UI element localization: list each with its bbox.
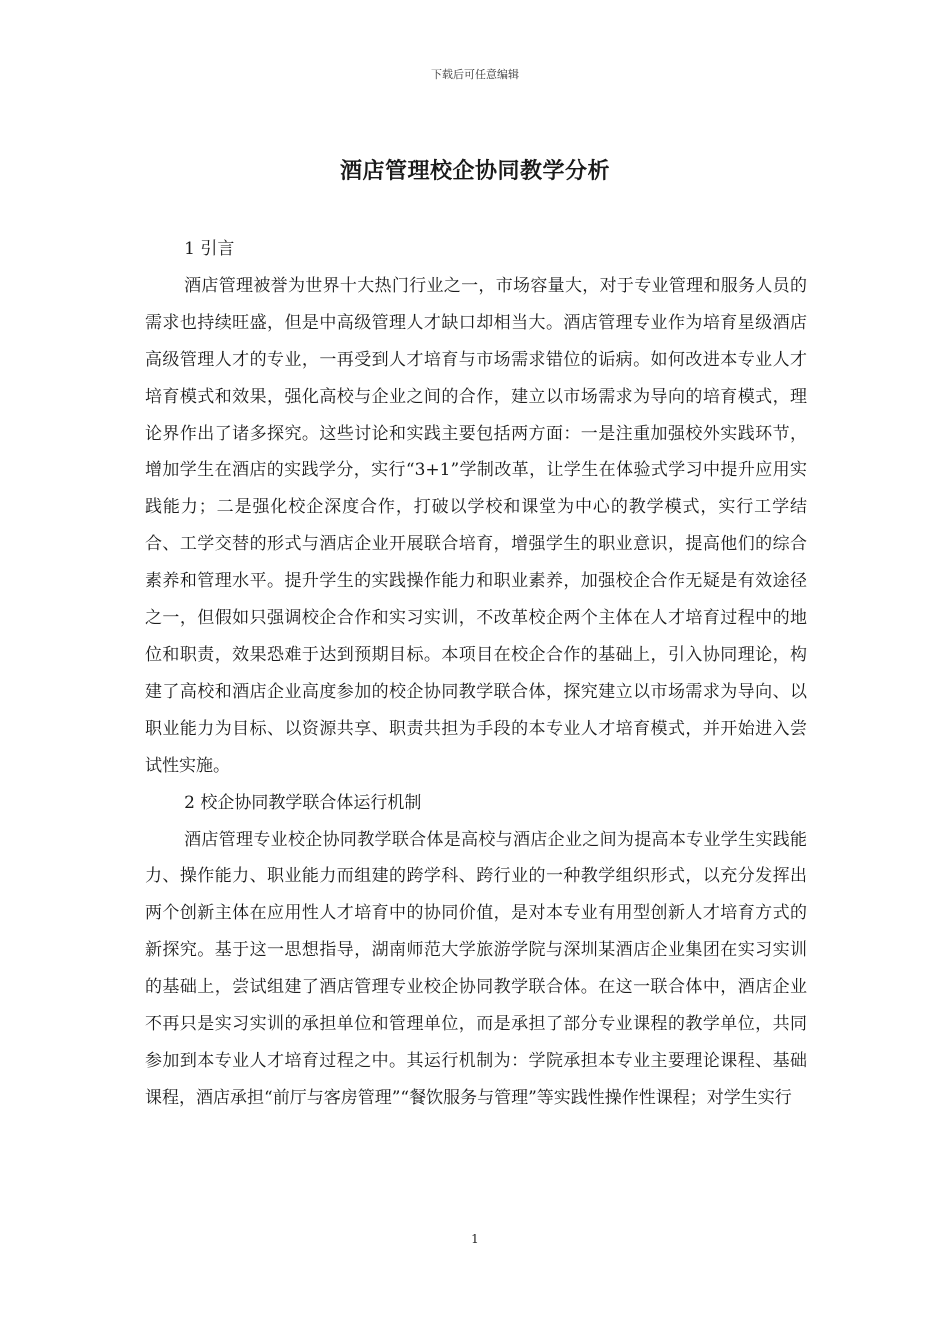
page-number: 1 xyxy=(471,1232,479,1246)
header-note: 下载后可任意编辑 xyxy=(431,68,519,81)
section-paragraph: 酒店管理专业校企协同教学联合体是高校与酒店企业之间为提高本专业学生实践能力、操作能力、职业能力而组建的跨学科、跨行业的一种教学组织形式，以充分发挥出两个创新主体在应用性人才培育中的协同价值，是对本专业有用型创新人才培育方式的新探究。基于这一思想指导，湖南师范大学旅游学院与深圳某酒店企业集团在实习实训的基础上，尝试组建了酒店管理专业校企协同教学联合体。在这一联合体中，酒店企业不再只是实习实训的承担单位和管理单位，而是承担了部分专业课程的教学单位，共同参加到本专业人才培育过程之中。其运行机制为：学院承担本专业主要理论课程、基础课程，酒店承担“前厅与客房管理”“餐饮服务与管理”等实践性操作性课程；对学生实行 xyxy=(145,829,807,1108)
document-body xyxy=(145,231,807,1117)
section-heading: 2 校企协同教学联合体运行机制 xyxy=(184,792,422,813)
section-paragraph: 酒店管理被誉为世界十大热门行业之一，市场容量大，对于专业管理和服务人员的需求也持续旺盛，但是中高级管理人才缺口却相当大。酒店管理专业作为培育星级酒店高级管理人才的专业，一再受到人才培育与市场需求错位的诟病。如何改进本专业人才培育模式和效果，强化高校与企业之间的合作，建立以市场需求为导向的培育模式，理论界作出了诸多探究。这些讨论和实践主要包括两方面：一是注重加强校外实践环节，增加学生在酒店的实践学分，实行“3+1”学制改革，让学生在体验式学习中提升应用实践能力；二是强化校企深度合作，打破以学校和课堂为中心的教学模式，实行工学结合、工学交替的形式与酒店企业开展联合培育，增强学生的职业意识，提高他们的综合素养和管理水平。提升学生的实践操作能力和职业素养，加强校企合作无疑是有效途径之一，但假如只强调校企合作和实习实训，不改革校企两个主体在人才培育过程中的地位和职责，效果恐难于达到预期目标。本项目在校企合作的基础上，引入协同理论，构建了高校和酒店企业高度参加的校企协同教学联合体，探究建立以市场需求为导向、以职业能力为目标、以资源共享、职责共担为手段的本专业人才培育模式，并开始进入尝试性实施。 xyxy=(145,275,807,776)
section-heading: 1 引言 xyxy=(184,239,235,259)
document-title: 酒店管理校企协同教学分析 xyxy=(339,158,610,184)
